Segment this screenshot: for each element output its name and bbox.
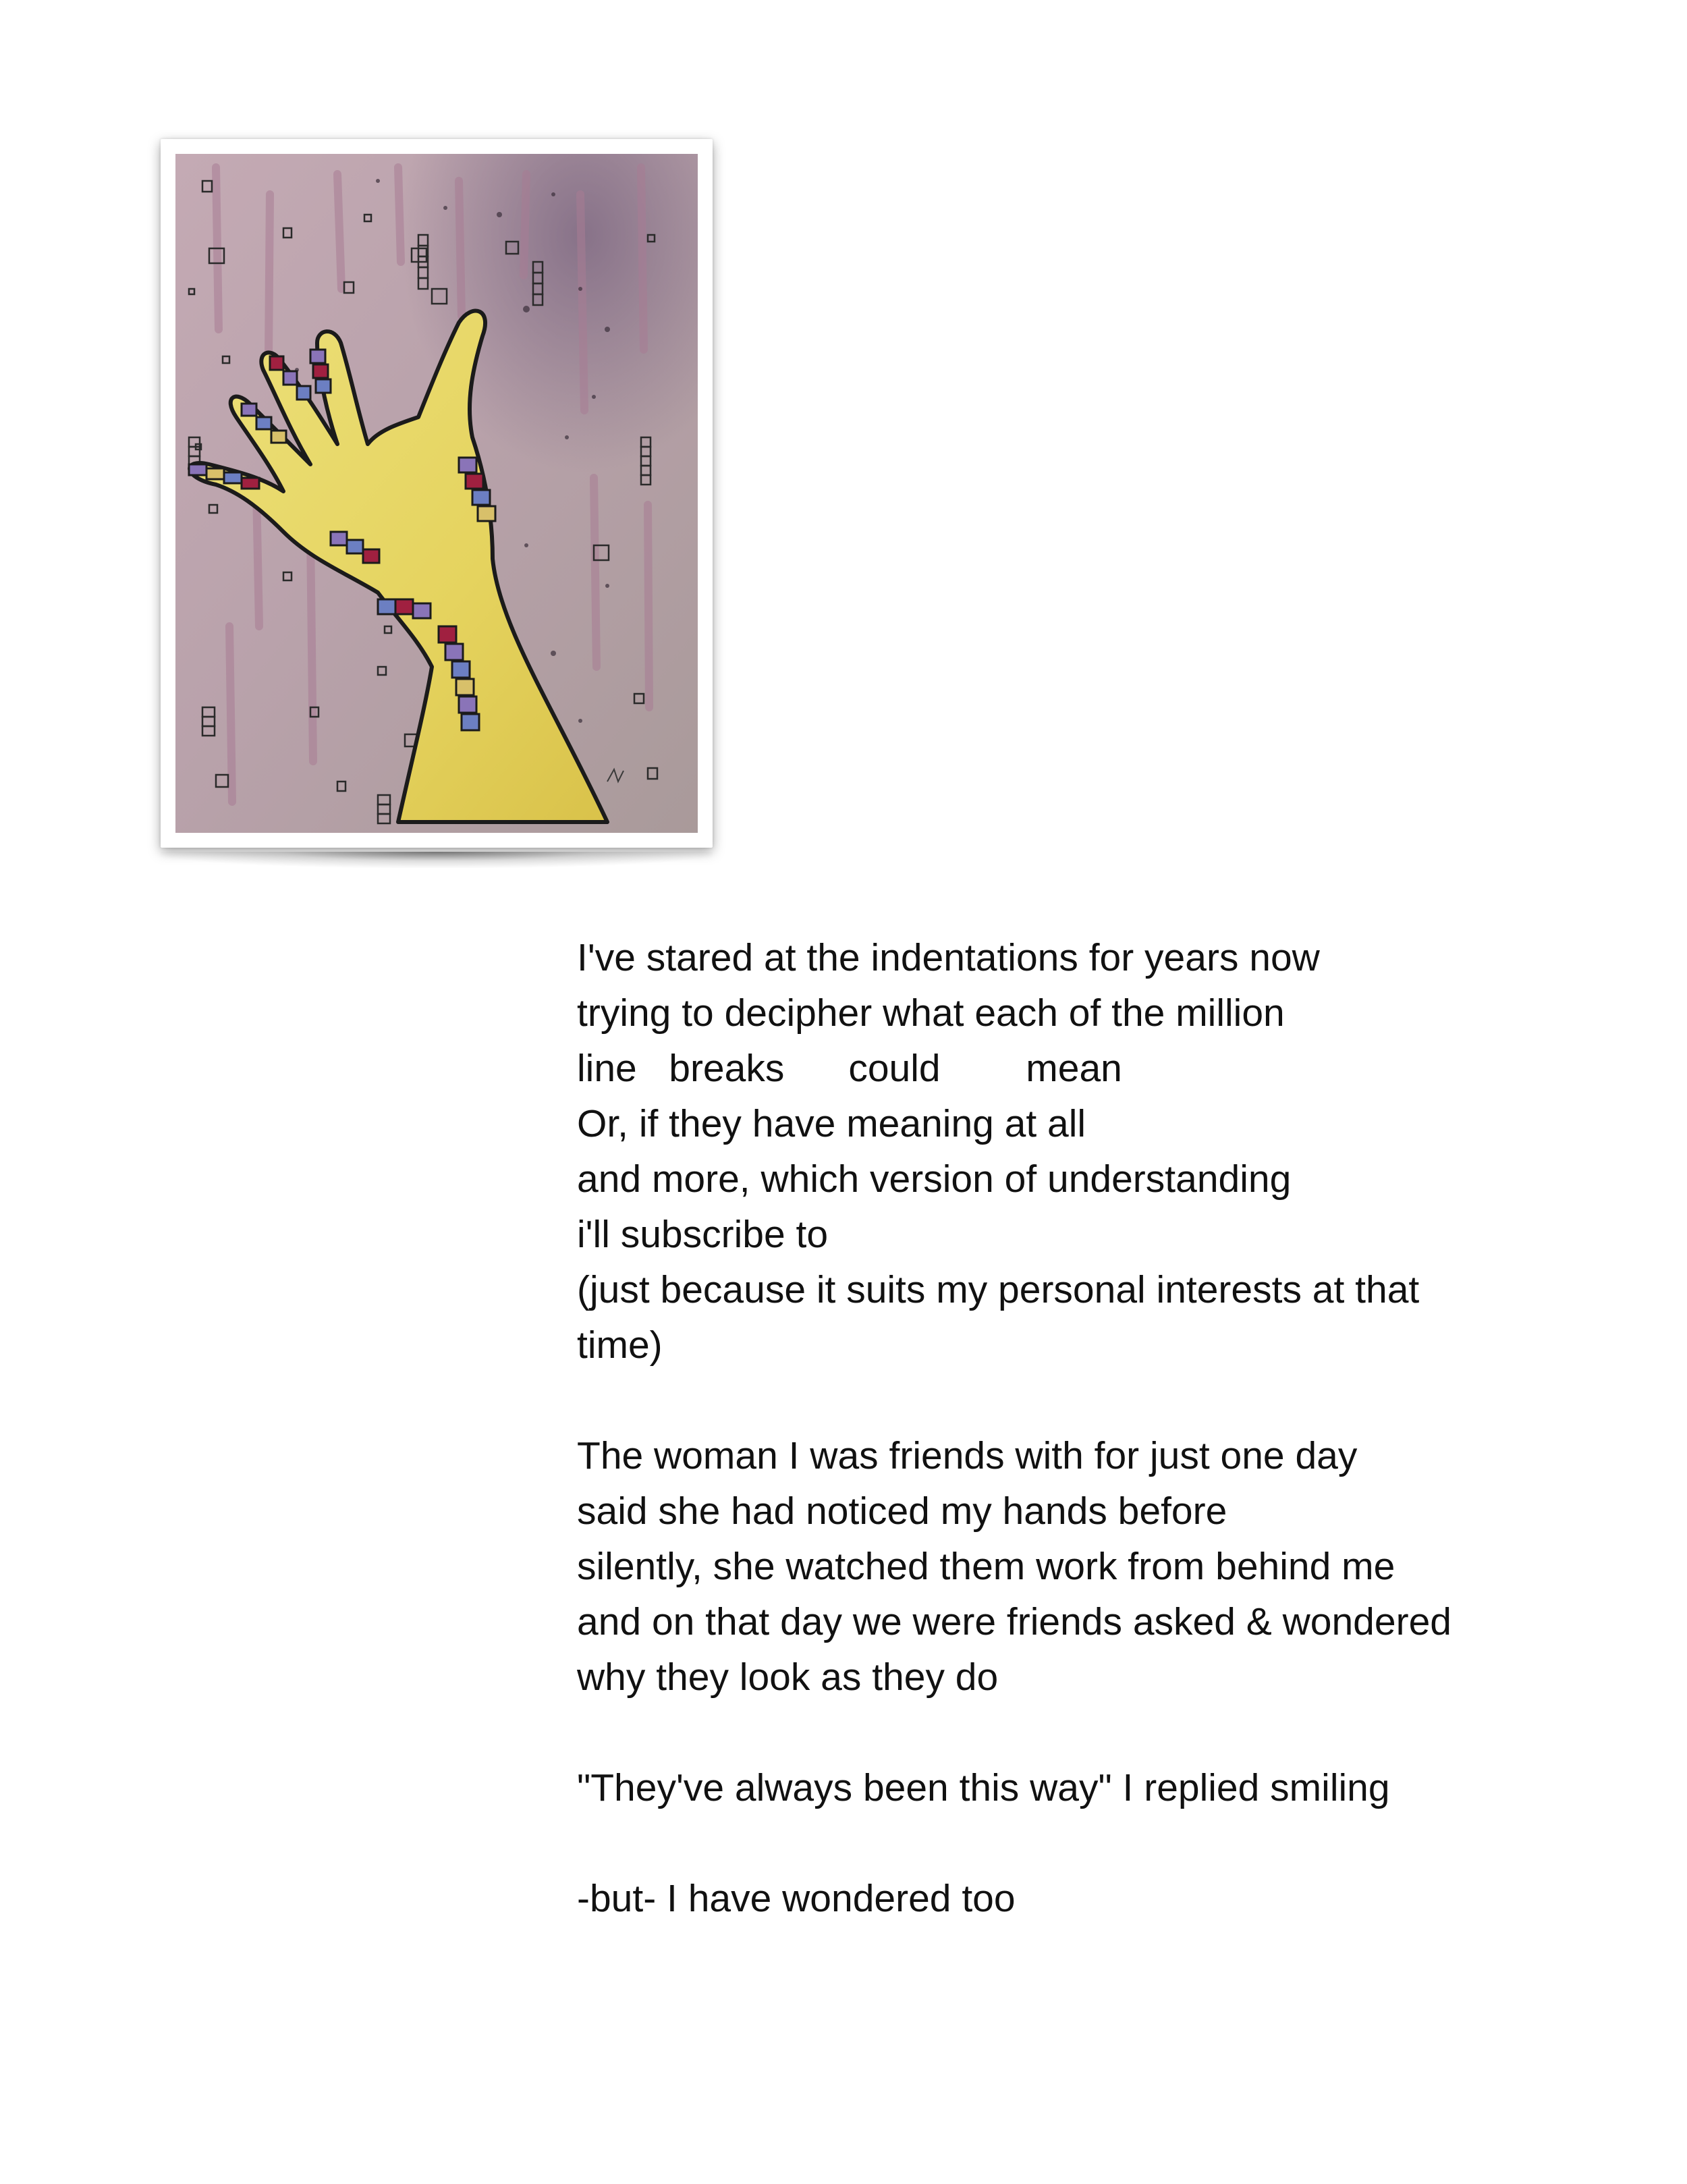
poem-line: time) [577, 1323, 663, 1367]
poem-line: trying to decipher what each of the million [577, 991, 1285, 1035]
painting-canvas [175, 154, 698, 833]
photo-shadow [161, 852, 713, 868]
poem-line: Or, if they have meaning at all [577, 1102, 1086, 1145]
poem-line: said she had noticed my hands before [577, 1490, 1227, 1533]
poem-line: i'll subscribe to [577, 1213, 829, 1256]
poem-stanza [577, 930, 1630, 1373]
poem-stanza [577, 1760, 1630, 1816]
poem-stanza [577, 1428, 1630, 1705]
hand-painting-icon [175, 154, 698, 833]
poem-line: and more, which version of understanding [577, 1157, 1292, 1201]
poem-line: (just because it suits my personal interests at that [577, 1268, 1420, 1311]
poem-line: silently, she watched them work from behind me [577, 1545, 1395, 1588]
poem-line: and on that day we were friends asked & wondered [577, 1600, 1451, 1643]
framed-painting [161, 139, 713, 848]
poem-stanza [577, 1871, 1630, 1926]
poem-line: line breaks could mean [577, 1047, 1122, 1090]
poem-line: why they look as they do [577, 1656, 999, 1699]
poem-text [577, 930, 1630, 1926]
poem-line: -but- I have wondered too [577, 1877, 1016, 1920]
poem-line: I've stared at the indentations for years now [577, 936, 1320, 979]
poem-line: "They've always been this way" I replied smiling [577, 1766, 1390, 1809]
poem-line: The woman I was friends with for just one day [577, 1434, 1358, 1477]
